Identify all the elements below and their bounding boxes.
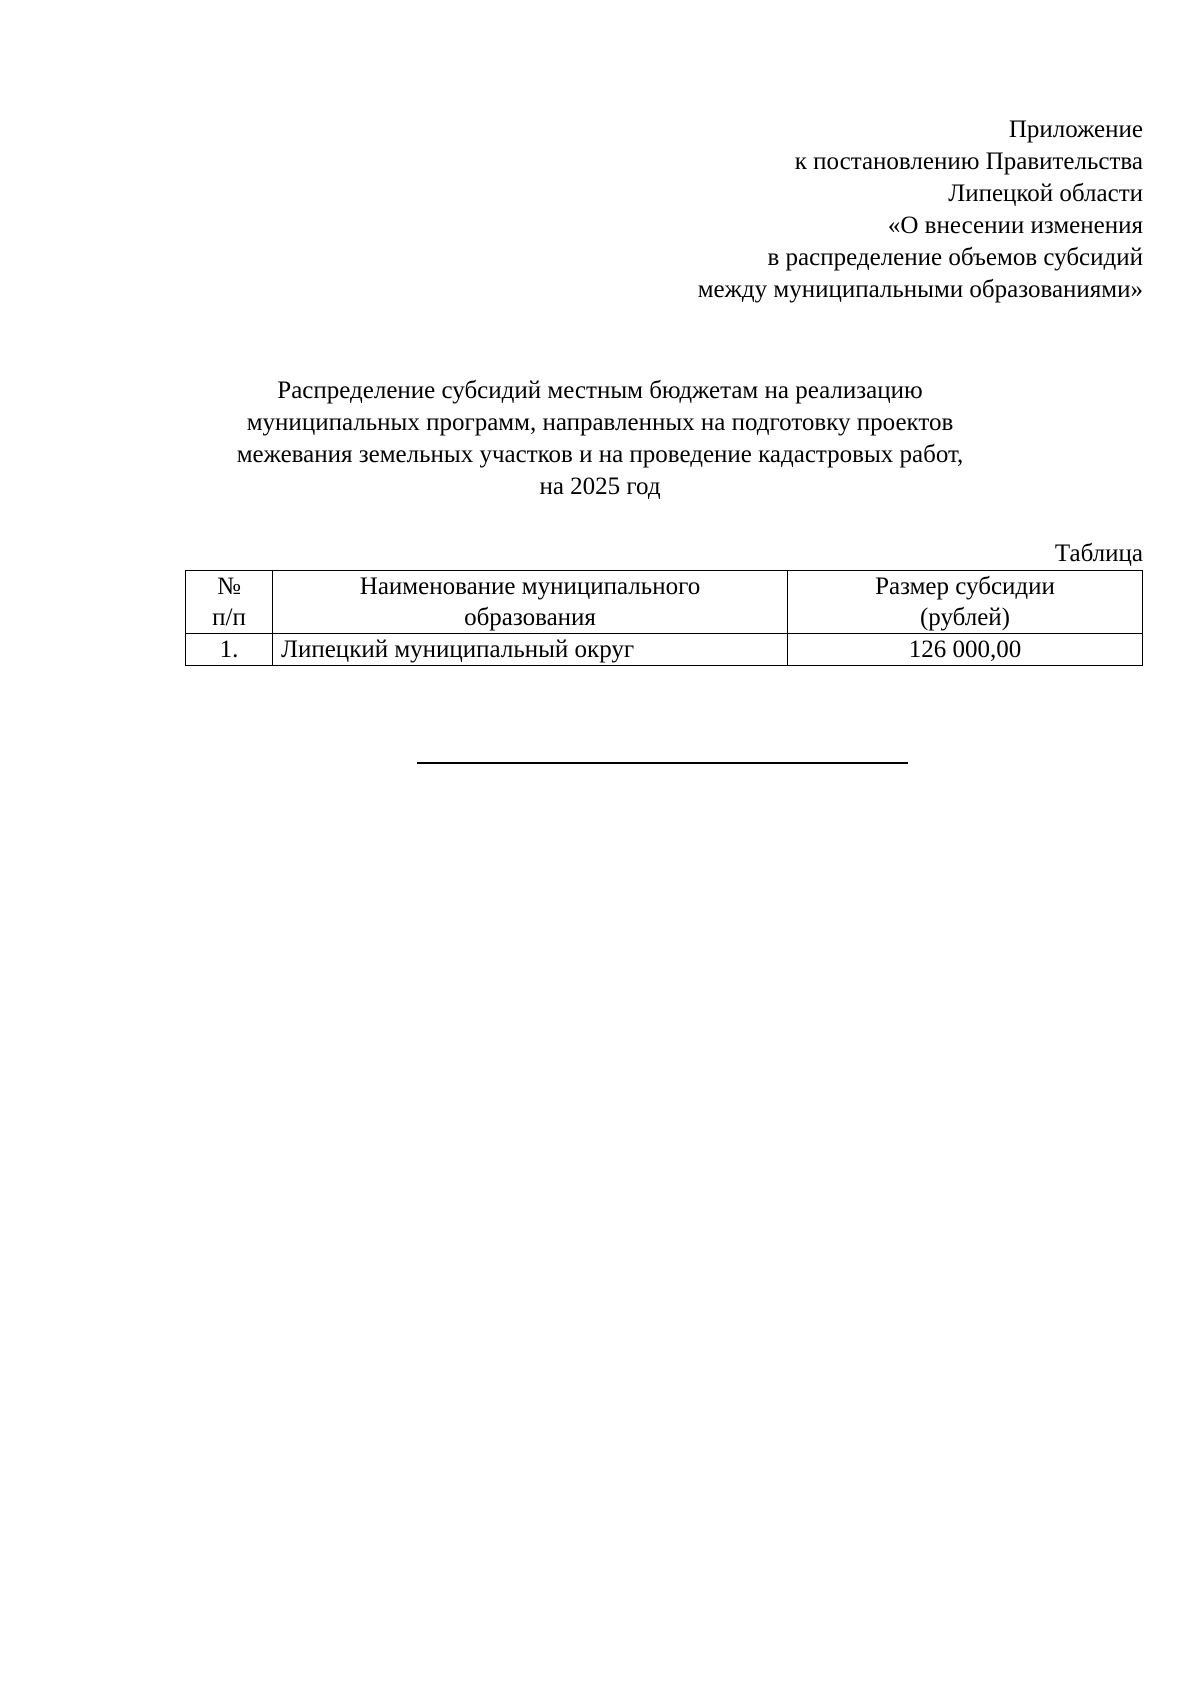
table-header-row [186,571,1143,634]
row-amount: 126 000,00 [788,634,1143,666]
header-amount-line2: (рублей) [919,604,1011,631]
title-line: на 2025 год [539,473,661,500]
title-line: муниципальных программ, направленных на подготовку проектов [246,409,954,436]
document-title [0,375,1200,503]
title-line: Распределение субсидий местным бюджетам на реализацию [277,377,923,404]
table-row [186,634,1143,666]
appendix-header [698,114,1143,306]
appendix-line: к постановлению Правительства [794,148,1143,175]
appendix-line: между муниципальными образованиями» [697,276,1143,303]
header-name-line1: Наименование муниципального [359,573,701,600]
header-num [186,571,273,634]
header-amount-line1: Размер субсидии [875,573,1055,600]
subsidy-table [185,570,1143,666]
title-line: межевания земельных участков и на проведение кадастровых работ, [236,441,964,468]
appendix-line: Приложение [1008,116,1143,143]
appendix-line: «О внесении изменения [887,212,1143,239]
header-num-line1: № [217,573,241,600]
table-label: Таблица [1054,540,1143,567]
appendix-line: Липецкой области [948,180,1143,207]
header-num-line2: п/п [212,604,246,631]
header-amount [788,571,1143,634]
header-name-line2: образования [464,604,596,631]
row-name: Липецкий муниципальный округ [273,634,788,666]
closing-rule [417,762,908,764]
header-name [273,571,788,634]
row-num: 1. [186,634,273,666]
appendix-line: в распределение объемов субсидий [767,244,1143,271]
